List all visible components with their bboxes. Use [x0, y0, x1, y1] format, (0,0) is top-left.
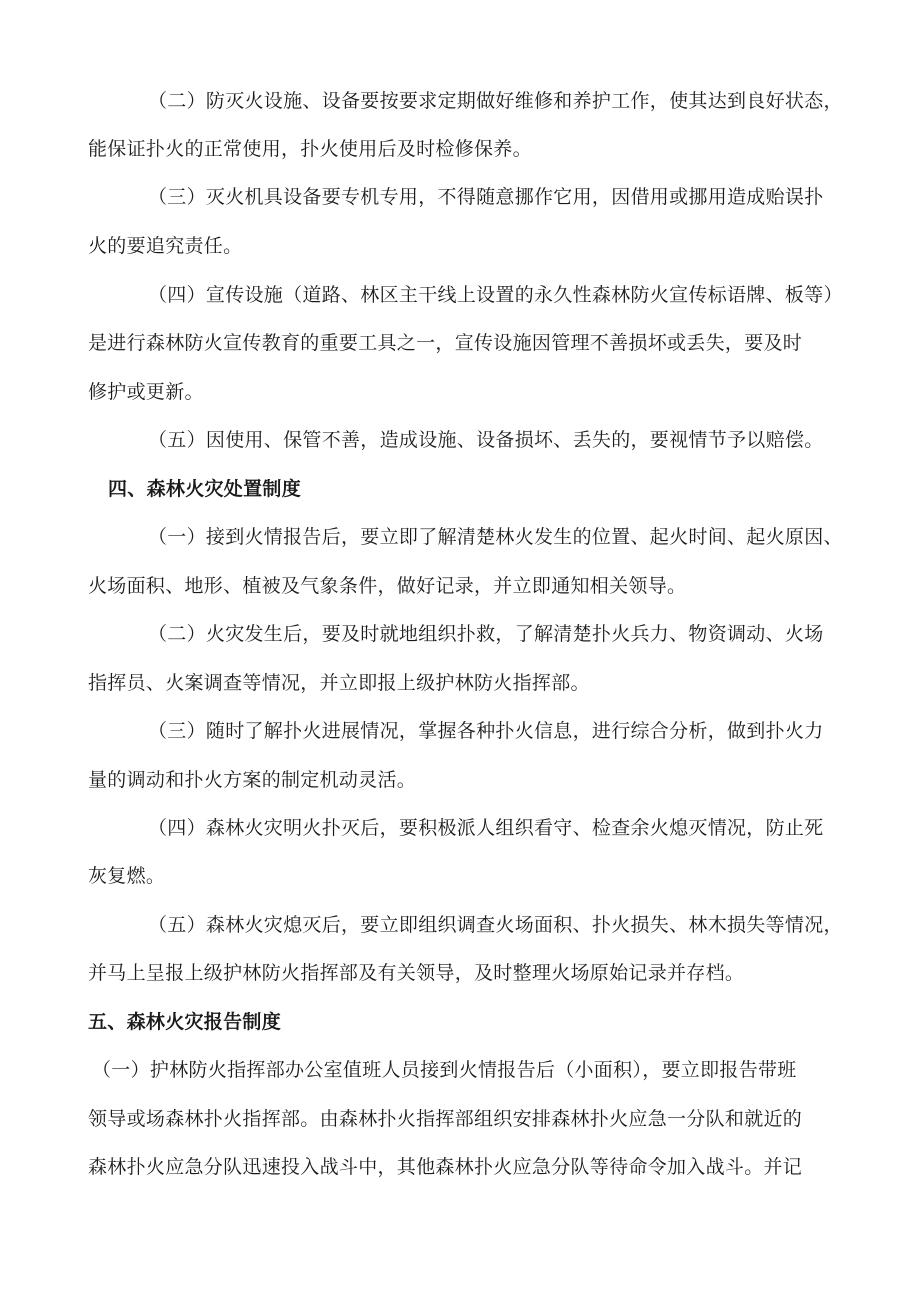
paragraph-line: 森林扑火应急分队迅速投入战斗中，其他森林扑火应急分队等待命令加入战斗。并记 [88, 1156, 803, 1178]
paragraph-line: 指挥员、火案调查等情况，并立即报上级护林防火指挥部。 [88, 672, 590, 694]
paragraph-line: 修护或更新。 [88, 381, 204, 403]
paragraph-line: 是进行森林防火宣传教育的重要工具之一，宣传设施因管理不善损坏或丢失，要及时 [88, 332, 803, 354]
paragraph-line: （五）森林火灾熄灭后，要立即组织调查火场面积、扑火损失、林木损失等情况， [148, 914, 843, 936]
paragraph-line: （二）防灭火设施、设备要按要求定期做好维修和养护工作，使其达到良好状态， [148, 90, 843, 112]
paragraph-line: （四）森林火灾明火扑灭后，要积极派人组织看守、检查余火熄灭情况，防止死 [148, 817, 824, 839]
paragraph-line: （四）宣传设施（道路、林区主干线上设置的永久性森林防火宣传标语牌、板等） [148, 284, 843, 306]
paragraph-line: （五）因使用、保管不善，造成设施、设备损坏、丢失的，要视情节予以赔偿。 [148, 429, 824, 451]
paragraph-line: （一）接到火情报告后，要立即了解清楚林火发生的位置、起火时间、起火原因、 [148, 526, 843, 548]
section-heading: 五、森林火灾报告制度 [88, 1011, 282, 1033]
paragraph-line: （三）随时了解扑火进展情况，掌握各种扑火信息，进行综合分析，做到扑火力 [148, 720, 824, 742]
paragraph-line: （二）火灾发生后，要及时就地组织扑救，了解清楚扑火兵力、物资调动、火场 [148, 623, 824, 645]
paragraph-line: 并马上呈报上级护林防火指挥部及有关领导，及时整理火场原始记录并存档。 [88, 962, 745, 984]
paragraph-line: 火场面积、地形、植被及气象条件，做好记录，并立即通知相关领导。 [88, 575, 687, 597]
section-heading: 四、森林火灾处置制度 [108, 478, 302, 500]
paragraph-line: （一）护林防火指挥部办公室值班人员接到火情报告后（小面积），要立即报告带班 [92, 1059, 797, 1081]
paragraph-line: 火的要追究责任。 [88, 235, 243, 257]
paragraph-line: 能保证扑火的正常使用，扑火使用后及时检修保养。 [88, 138, 532, 160]
paragraph-line: （三）灭火机具设备要专机专用，不得随意挪作它用，因借用或挪用造成贻误扑 [148, 186, 824, 208]
paragraph-line: 灰复燃。 [88, 865, 166, 887]
paragraph-line: 领导或场森林扑火指挥部。由森林扑火指挥部组织安排森林扑火应急一分队和就近的 [88, 1108, 803, 1130]
paragraph-line: 量的调动和扑火方案的制定机动灵活。 [88, 769, 417, 791]
